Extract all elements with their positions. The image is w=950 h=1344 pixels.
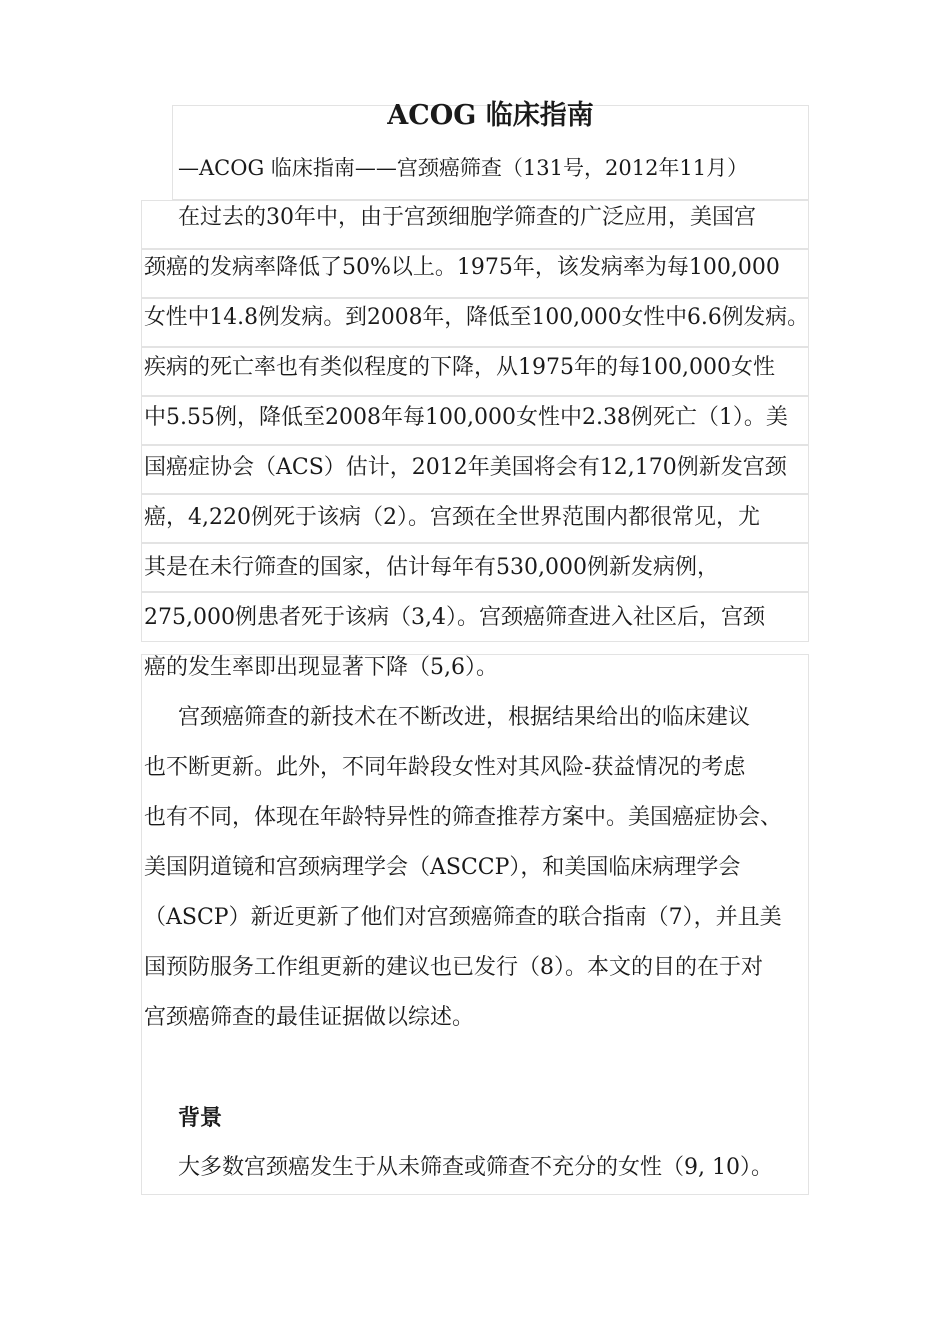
document-subtitle: —ACOG 临床指南——宫颈癌筛查（131号，2012年11月） [178, 156, 749, 180]
paragraph-1-line: 疾病的死亡率也有类似程度的下降，从1975年的每100,000女性 [144, 355, 775, 380]
paragraph-2-line: 也不断更新。此外，不同年龄段女性对其风险-获益情况的考虑 [144, 755, 746, 780]
paragraph-1-line: 中5.55例，降低至2008年每100,000女性中2.38例死亡（1）。美 [144, 405, 788, 430]
section-heading: 背景 [178, 1105, 223, 1131]
paragraph-1-line: 其是在未行筛查的国家，估计每年有530,000例新发病例， [144, 555, 719, 580]
paragraph-1-line: 癌的发生率即出现显著下降（5,6）。 [144, 655, 498, 680]
paragraph-1-line: 国癌症协会（ACS）估计，2012年美国将会有12,170例新发宫颈 [144, 455, 787, 480]
paragraph-3-line: 大多数宫颈癌发生于从未筛查或筛查不充分的女性（9, 10）。 [178, 1155, 773, 1180]
paragraph-2-line: 宫颈癌筛查的最佳证据做以综述。 [144, 1005, 475, 1030]
paragraph-2-line: 国预防服务工作组更新的建议也已发行（8）。本文的目的在于对 [144, 955, 763, 980]
paragraph-2-line: 也有不同，体现在年龄特异性的筛查推荐方案中。美国癌症协会、 [144, 805, 783, 830]
paragraph-1-line: 颈癌的发病率降低了50%以上。1975年，该发病率为每100,000 [144, 255, 780, 280]
paragraph-1-line: 275,000例患者死于该病（3,4）。宫颈癌筛查进入社区后，宫颈 [144, 605, 765, 630]
document-title: ACOG 临床指南 [387, 100, 594, 131]
paragraph-2-line: （ASCP）新近更新了他们对宫颈癌筛查的联合指南（7），并且美 [144, 905, 782, 930]
paragraph-2-line: 美国阴道镜和宫颈病理学会（ASCCP），和美国临床病理学会 [144, 855, 741, 880]
paragraph-1-line: 女性中14.8例发病。到2008年，降低至100,000女性中6.6例发病。 [144, 305, 809, 330]
paragraph-2-line: 宫颈癌筛查的新技术在不断改进，根据结果给出的临床建议 [178, 705, 751, 730]
paragraph-1-line: 癌，4,220例死于该病（2）。宫颈在全世界范围内都很常见，尤 [144, 505, 760, 530]
paragraph-1-line: 在过去的30年中，由于宫颈细胞学筛查的广泛应用，美国宫 [178, 205, 756, 230]
